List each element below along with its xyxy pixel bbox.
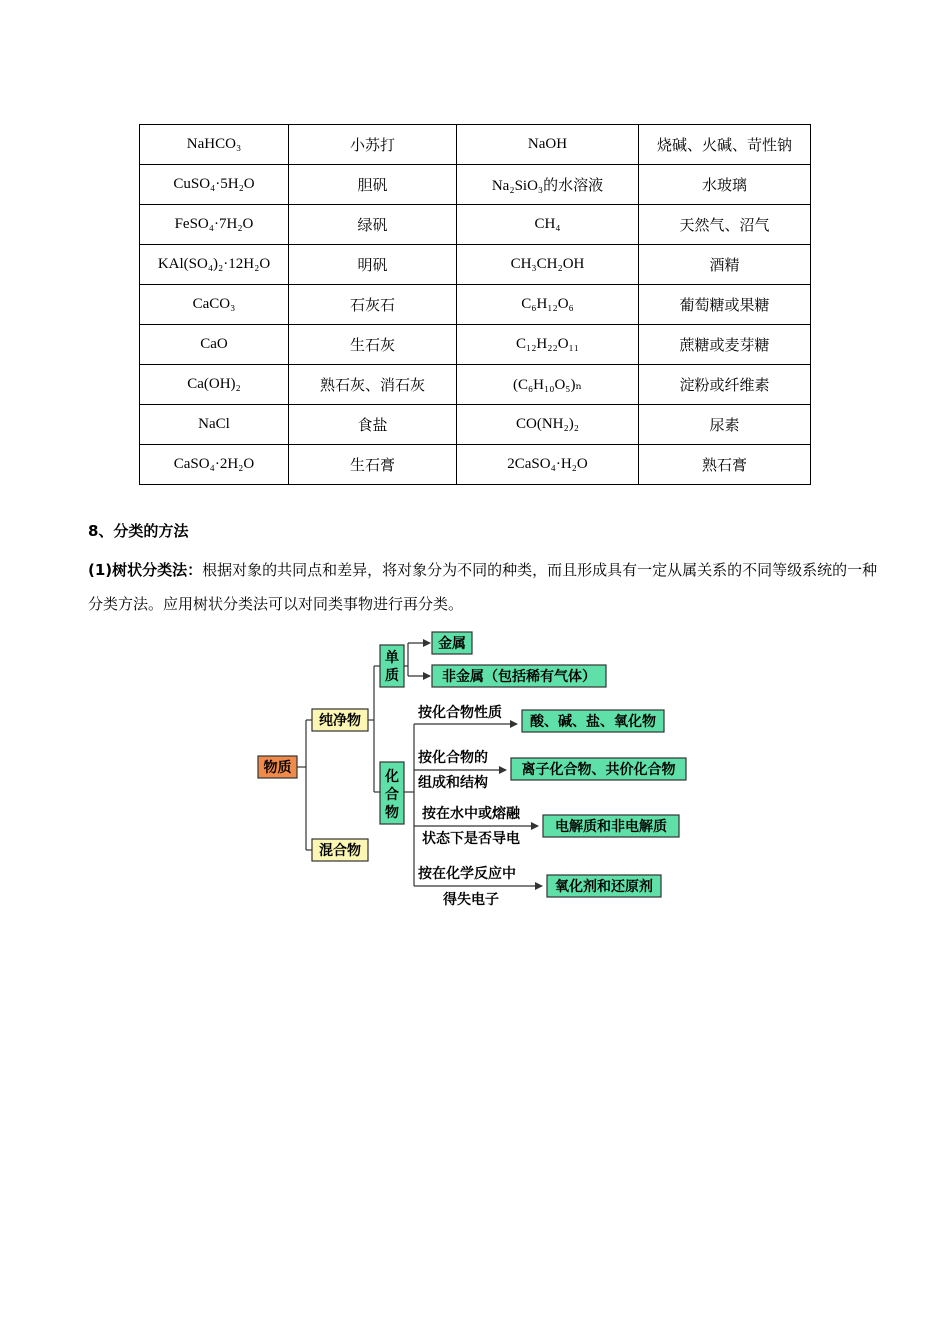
node-structure-result bbox=[511, 758, 686, 780]
node-nonmetal bbox=[432, 665, 606, 687]
paragraph-body: 根据对象的共同点和差异，将对象分为不同的种类，而且形成具有一定从属关系的不同等级系统的一种分类方法。应用树状分类法可以对同类事物进行再分类。 bbox=[88, 561, 878, 613]
name-cell: 尿素 bbox=[639, 405, 811, 445]
name-cell: 葡萄糖或果糖 bbox=[639, 285, 811, 325]
classification-tree-diagram bbox=[250, 628, 700, 918]
formula-cell: CH₃CH₂OH bbox=[457, 245, 639, 285]
name-cell: 食盐 bbox=[289, 405, 457, 445]
formula-cell: CH₄ bbox=[457, 205, 639, 245]
name-cell: 绿矾 bbox=[289, 205, 457, 245]
node-compound-char-2: 合 bbox=[385, 787, 399, 803]
name-cell: 熟石灰、消石灰 bbox=[289, 365, 457, 405]
branch-label-property: 按化合物性质 bbox=[418, 705, 502, 721]
table-row bbox=[140, 365, 811, 405]
branch-label-structure-2: 组成和结构 bbox=[418, 775, 488, 791]
branch-label-conductivity-2: 状态下是否导电 bbox=[422, 831, 520, 847]
node-reaction-result bbox=[547, 875, 661, 897]
formula-cell: FeSO₄·7H₂O bbox=[140, 205, 289, 245]
table-row bbox=[140, 245, 811, 285]
node-pure-substance bbox=[312, 709, 368, 731]
node-matter bbox=[258, 756, 297, 778]
node-compound-char-1: 化 bbox=[385, 769, 399, 785]
node-pure-label: 纯净物 bbox=[319, 713, 361, 729]
table-row bbox=[140, 445, 811, 485]
formula-cell: CaCO₃ bbox=[140, 285, 289, 325]
formula-cell: Ca(OH)₂ bbox=[140, 365, 289, 405]
node-metal bbox=[432, 632, 472, 654]
table-row bbox=[140, 165, 811, 205]
chemical-names-table bbox=[139, 124, 811, 485]
term-label: (1)树状分类法： bbox=[88, 561, 203, 579]
name-cell: 小苏打 bbox=[289, 125, 457, 165]
section-heading: 8、分类的方法 bbox=[88, 522, 189, 540]
formula-cell: CaSO₄·2H₂O bbox=[140, 445, 289, 485]
branch-label-structure-1: 按化合物的 bbox=[418, 750, 488, 766]
name-cell: 烧碱、火碱、苛性钠 bbox=[639, 125, 811, 165]
name-cell: 天然气、沼气 bbox=[639, 205, 811, 245]
node-metal-label: 金属 bbox=[438, 636, 466, 652]
node-conductivity-result-label: 电解质和非电解质 bbox=[555, 819, 667, 835]
node-mixture bbox=[312, 839, 368, 861]
table-row bbox=[140, 405, 811, 445]
node-structure-result-label: 离子化合物、共价化合物 bbox=[521, 762, 676, 778]
formula-cell: Na₂SiO₃的水溶液 bbox=[457, 165, 639, 205]
node-mixture-label: 混合物 bbox=[319, 843, 361, 859]
formula-cell: CaO bbox=[140, 325, 289, 365]
node-conductivity-result bbox=[543, 815, 679, 837]
formula-cell: NaHCO₃ bbox=[140, 125, 289, 165]
node-compound-char-3: 物 bbox=[385, 805, 399, 821]
node-elemental-char-1: 单 bbox=[385, 650, 399, 666]
name-cell: 水玻璃 bbox=[639, 165, 811, 205]
node-elemental-substance bbox=[380, 645, 404, 687]
formula-cell: NaCl bbox=[140, 405, 289, 445]
formula-cell: (C₆H₁₀O₅)ₙ bbox=[457, 365, 639, 405]
formula-cell: CuSO₄·5H₂O bbox=[140, 165, 289, 205]
formula-cell: C₁₂H₂₂O₁₁ bbox=[457, 325, 639, 365]
node-matter-label: 物质 bbox=[263, 760, 292, 776]
name-cell: 酒精 bbox=[639, 245, 811, 285]
branch-label-conductivity-1: 按在水中或熔融 bbox=[422, 806, 520, 822]
formula-cell: 2CaSO₄·H₂O bbox=[457, 445, 639, 485]
node-property-result bbox=[522, 710, 664, 732]
formula-cell: CO(NH₂)₂ bbox=[457, 405, 639, 445]
formula-cell: NaOH bbox=[457, 125, 639, 165]
name-cell: 石灰石 bbox=[289, 285, 457, 325]
formula-cell: C₆H₁₂O₆ bbox=[457, 285, 639, 325]
name-cell: 生石灰 bbox=[289, 325, 457, 365]
name-cell: 熟石膏 bbox=[639, 445, 811, 485]
table-row bbox=[140, 285, 811, 325]
name-cell: 蔗糖或麦芽糖 bbox=[639, 325, 811, 365]
node-compound bbox=[380, 762, 404, 824]
tree-classification-paragraph bbox=[88, 553, 878, 621]
node-elemental-char-2: 质 bbox=[385, 668, 399, 684]
formula-cell: KAl(SO₄)₂·12H₂O bbox=[140, 245, 289, 285]
node-reaction-result-label: 氧化剂和还原剂 bbox=[555, 879, 653, 895]
name-cell: 淀粉或纤维素 bbox=[639, 365, 811, 405]
table-row bbox=[140, 125, 811, 165]
table-row bbox=[140, 205, 811, 245]
name-cell: 胆矾 bbox=[289, 165, 457, 205]
node-property-result-label: 酸、碱、盐、氧化物 bbox=[530, 714, 656, 730]
name-cell: 明矾 bbox=[289, 245, 457, 285]
branch-label-reaction-1: 按在化学反应中 bbox=[418, 866, 516, 882]
table-row bbox=[140, 325, 811, 365]
branch-label-reaction-2: 得失电子 bbox=[443, 892, 499, 908]
node-nonmetal-label: 非金属（包括稀有气体） bbox=[442, 669, 596, 685]
name-cell: 生石膏 bbox=[289, 445, 457, 485]
